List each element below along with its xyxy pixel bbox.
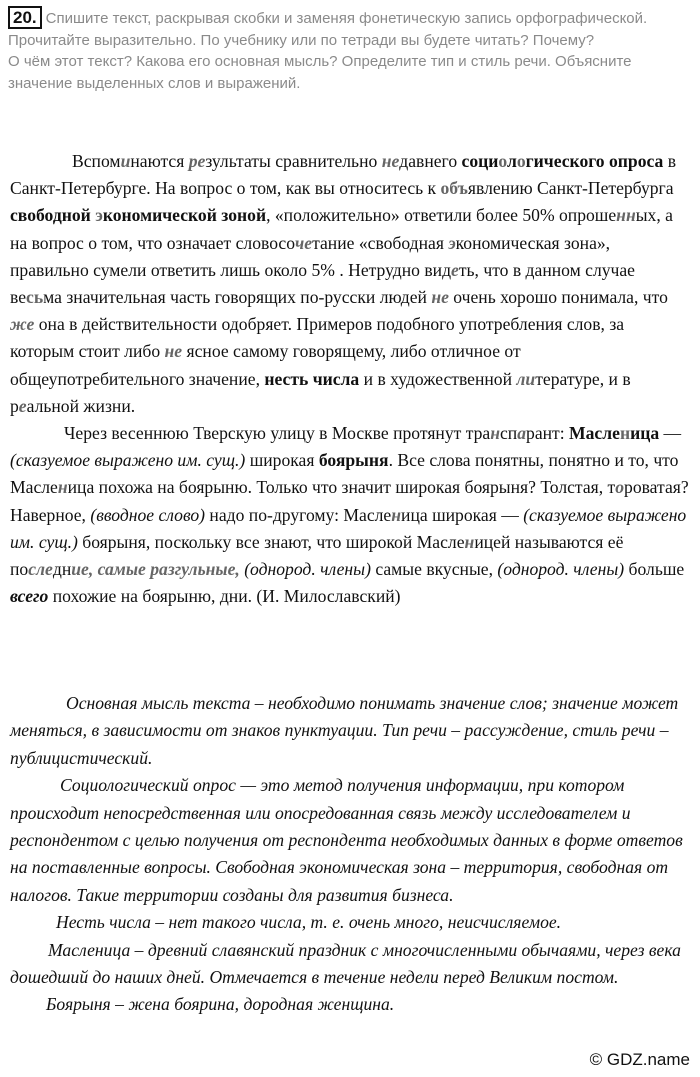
text-fragment: рант:	[526, 423, 570, 444]
text-fragment: свободной	[10, 205, 96, 226]
text-fragment: (сказуемое выражено им. сущ.)	[10, 504, 687, 552]
text-fragment: тературе, и в р	[10, 368, 631, 416]
text-fragment: сь	[26, 287, 44, 308]
paragraph-2	[10, 420, 690, 610]
text-fragment: ли	[516, 368, 536, 389]
text-fragment: ма значительная часть говорящих по-русски людей	[43, 287, 432, 308]
answer-nest-chisla: Несть числа – нет такого числа, т. е. очень много, неисчисляемое.	[56, 912, 562, 933]
text-fragment: ицей называются её по	[10, 531, 624, 580]
text-fragment: че	[295, 232, 313, 253]
text-fragment: е	[197, 151, 206, 171]
text-fragment: е	[18, 395, 27, 416]
text-fragment: соци	[461, 151, 499, 171]
text-fragment: альной жизни.	[26, 395, 136, 416]
answer-boyarynya: Боярыня – жена боярина, дородная женщина.	[46, 994, 395, 1015]
text-fragment: э	[448, 232, 456, 253]
text-fragment: объ	[440, 178, 468, 199]
text-fragment: широкая	[245, 450, 319, 471]
text-fragment: самые вкусные,	[370, 559, 498, 580]
text-fragment: ясное самому говорящему, либо отличное от общеупотребительного значение,	[10, 341, 521, 389]
text-fragment: в Санкт-Петербурге. На вопрос о том, как вы относитесь к	[10, 151, 677, 199]
text-fragment: (однород. члены)	[497, 559, 625, 580]
text-fragment: не	[164, 341, 183, 362]
text-fragment: очень хорошо понимала, что	[448, 287, 668, 308]
text-fragment: р	[188, 151, 198, 171]
text-fragment: Масле	[569, 423, 620, 444]
text-fragment: кономической зоной	[102, 205, 267, 226]
text-fragment: и	[120, 151, 131, 171]
answer-social-survey: Социологический опрос — это метод получения информации, при котором происходит непосредственная или опосредованная связь между исследователем и респондентом с целью получения от респондента необходимых данных в форме ответов на поставленные вопросы. Свободная экономическая зона – территория, свободная от налогов. Такие территории созданы для развития бизнеса.	[10, 775, 683, 905]
text-fragment: (сказуемое выражено им. сущ.)	[10, 450, 246, 471]
text-fragment: дн	[52, 559, 72, 580]
text-fragment: н	[490, 423, 500, 444]
text-fragment: н	[464, 531, 475, 552]
text-fragment: больше	[624, 559, 685, 580]
text-fragment: ть, что в данном случае ве	[10, 259, 635, 308]
text-fragment: о	[516, 151, 526, 171]
text-fragment: о	[615, 477, 625, 498]
text-fragment: ица	[630, 423, 660, 444]
text-fragment: не	[431, 287, 449, 308]
text-fragment: надо по-другому: Масле	[205, 504, 392, 525]
text-fragment: е	[451, 259, 459, 280]
text-fragment: . Все слова понятны, понятно и то, что Масле	[10, 450, 679, 498]
text-fragment: Вспом	[72, 151, 121, 171]
text-fragment: ие, самые разгульные,	[71, 559, 245, 580]
text-fragment: похожие на боярыню, дни. (И. Милославский)	[48, 586, 401, 607]
text-fragment: роватая? Наверное,	[10, 477, 689, 525]
text-fragment: явлению Санкт-Петербурга	[467, 178, 674, 199]
text-fragment: (вводное слово)	[90, 504, 206, 525]
text-fragment: наются	[130, 151, 189, 171]
text-fragment: ых, а на вопрос о том, что означает словосо	[10, 205, 673, 253]
text-fragment: зультаты сравнительно	[205, 151, 382, 171]
text-fragment: (однород. члены)	[244, 559, 371, 580]
answer-main-idea: Основная мысль текста – необходимо понимать значение слов; значение может меняться, в зависимости от знаков пунктуации. Тип речи – рассуждение, стиль речи – публицистический.	[10, 693, 679, 768]
text-fragment: и в художественной	[359, 368, 517, 389]
text-fragment: а	[517, 423, 527, 444]
text-fragment: боярыня, поскольку все знают, что широкой Масле	[77, 531, 465, 552]
text-fragment: нн	[616, 205, 636, 226]
text-fragment: тание «свободная	[312, 232, 449, 253]
text-fragment: —	[659, 423, 682, 444]
exercise-text	[10, 148, 690, 610]
answer-maslenitsa: Масленица – древний славянский праздник с многочисленными обычаями, через века дошедший до наших дней. Отмечается в течение недели перед Великим постом.	[10, 939, 681, 988]
task-number: 20.	[8, 6, 42, 29]
text-fragment: давнего	[399, 151, 462, 171]
text-fragment: сле	[28, 559, 53, 580]
text-fragment: ица широкая —	[401, 504, 524, 525]
text-fragment: н	[391, 504, 402, 525]
text-fragment: гического опроса	[525, 151, 664, 171]
text-fragment: , «положительно» ответили более 50% опроше	[266, 205, 617, 226]
task-instruction-line-1: Спишите текст, раскрывая скобки и заменяя фонетическую запись орфографической. Прочитайте выразительно. По учебнику или по тетради вы будете читать? Почему?	[8, 10, 648, 49]
text-fragment: несть числа	[264, 368, 360, 389]
text-fragment: н	[57, 477, 68, 498]
watermark: © GDZ.name	[589, 1050, 690, 1069]
task-instructions	[8, 6, 694, 51]
text-fragment: же	[10, 314, 35, 335]
task-header	[8, 6, 694, 94]
text-fragment: л	[507, 151, 517, 171]
text-fragment: э	[95, 205, 103, 226]
text-fragment: о	[498, 151, 507, 171]
text-fragment: ица похожа на боярыню. Только что значит широкая боярыня? Толстая, т	[67, 477, 616, 498]
text-fragment: всего	[10, 586, 49, 607]
text-fragment: н	[619, 423, 631, 444]
answers-block	[10, 690, 694, 1019]
text-fragment: кономическая зона», правильно сумели ответить лишь около 5% . Нетрудно вид	[10, 232, 611, 280]
text-fragment: сп	[500, 423, 518, 444]
text-fragment: не	[381, 151, 400, 171]
paragraph-1	[10, 148, 690, 420]
text-fragment: боярыня	[318, 450, 389, 471]
task-questions: О чём этот текст? Какова его основная мысль? Определите тип и стиль речи. Объясните значение выделенных слов и выражений.	[8, 53, 632, 92]
text-fragment: она в действительности одобряет. Примеров подобного употребления слов, за которым стоит либо	[10, 314, 625, 362]
text-fragment: Через весеннюю Тверскую улицу в Москве протянут тра	[64, 423, 491, 444]
